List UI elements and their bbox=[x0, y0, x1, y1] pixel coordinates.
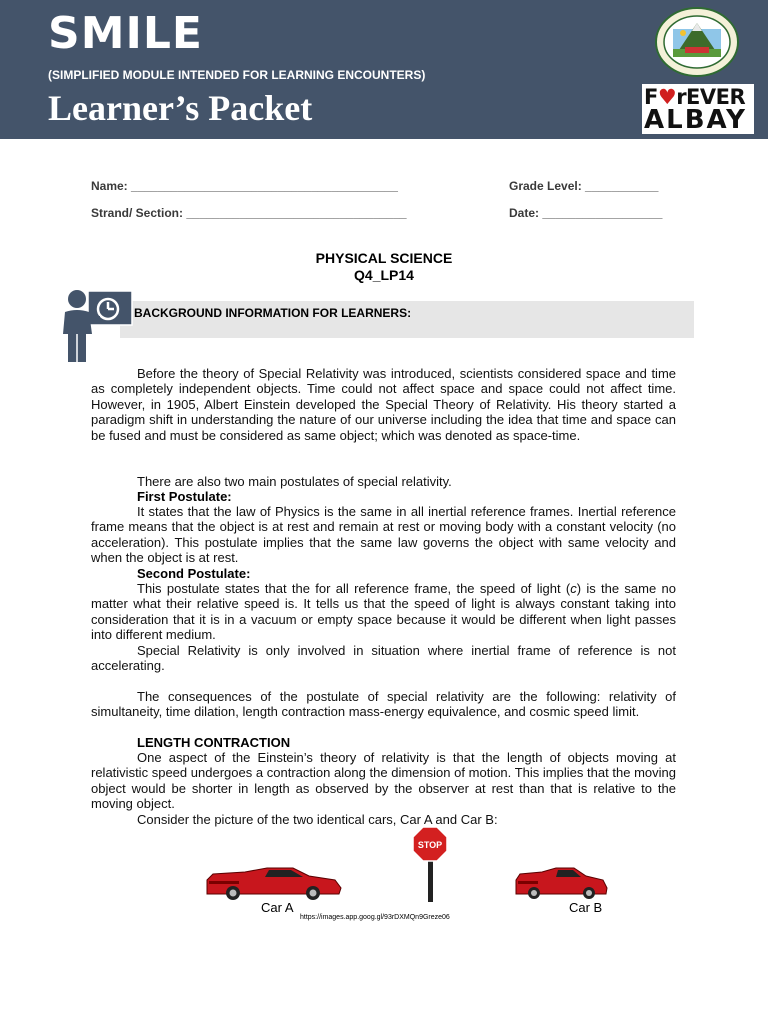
stop-sign-image bbox=[412, 826, 448, 902]
brand-title: SMILE bbox=[48, 8, 203, 59]
length-contraction-heading: LENGTH CONTRACTION bbox=[137, 735, 291, 750]
speed-of-light-symbol: c bbox=[570, 581, 577, 596]
postulates-intro: There are also two main postulates of special relativity. bbox=[137, 474, 452, 489]
second-postulate-text: This postulate states that the for all reference frame, the speed of light (c) is the same no matter what their relative speed is. It tells us that the speed of light is always constant taking into consideration that it is in a vacuum or empty space because it would be different when light passes into different medium. bbox=[91, 581, 676, 643]
car-b-image bbox=[514, 866, 609, 900]
teacher-presentation-icon bbox=[60, 288, 135, 364]
length-contraction-text: One aspect of the Einstein’s theory of relativity is that the length of objects moving at relativistic speed undergoes a contraction along the dimension of motion. This implies that the moving object would be shorter in length as observed by the observer at rest than that is relative to the moving object. bbox=[91, 750, 676, 812]
car-b-label: Car B bbox=[569, 900, 603, 915]
stop-sign-text: STOP bbox=[417, 840, 443, 850]
car-a-label: Car A bbox=[261, 900, 294, 915]
consequences-paragraph: The consequences of the postulate of special relativity are the following: relativity of simultaneity, time dilation, length contraction mass-energy equivalence, and cosmic speed limit. bbox=[91, 689, 676, 720]
lesson-code: Q4_LP14 bbox=[354, 267, 414, 283]
inertial-frame-note: Special Relativity is only involved in situation where inertial frame of reference is not accelerating. bbox=[91, 643, 676, 674]
brand-expansion: (SIMPLIFIED MODULE INTENDED FOR LEARNING ENCOUNTERS) bbox=[48, 68, 426, 82]
intro-paragraph: Before the theory of Special Relativity was introduced, scientists considered space and time as completely independent objects. Time could not affect space and space could not affect time. However, in 1905, Albert Einstein developed the Special Theory of Relativity. His theory started a paradigm shift in understanding the nature of our universe including the idea that time and space can be fused and must be considered as same object; which was denoted as space-time. bbox=[91, 366, 676, 443]
forever-albay-logo: F♥rEVER ALBAY bbox=[642, 84, 754, 134]
strand-section-field: Strand/ Section: _________________________________ bbox=[91, 206, 407, 220]
heart-icon: ♥ bbox=[657, 85, 677, 109]
cars-intro: Consider the picture of the two identical cars, Car A and Car B: bbox=[137, 812, 498, 827]
grade-level-field: Grade Level: ___________ bbox=[509, 179, 659, 193]
section-heading: BACKGROUND INFORMATION FOR LEARNERS: bbox=[134, 306, 412, 320]
second-postulate-heading: Second Postulate: bbox=[137, 566, 251, 581]
date-field: Date: __________________ bbox=[509, 206, 663, 220]
name-field: Name: ________________________________________ bbox=[91, 179, 398, 193]
first-postulate-text: It states that the law of Physics is the same in all inertial reference frames. Inertial reference frame means that the object is at rest and remain at rest or moving body with a constant velocity (no acceleration). This postulate implies that the same law governs the object with same velocity and when the object is at rest. bbox=[91, 504, 676, 566]
image-credit: https://images.app.goog.gl/93rDXMQn9Greze06 bbox=[300, 914, 450, 921]
subject-title: PHYSICAL SCIENCE bbox=[315, 250, 453, 266]
deped-albay-seal-logo bbox=[655, 7, 739, 77]
car-a-image bbox=[205, 866, 343, 900]
packet-title: Learner’s Packet bbox=[48, 88, 313, 128]
first-postulate-heading: First Postulate: bbox=[137, 489, 232, 504]
